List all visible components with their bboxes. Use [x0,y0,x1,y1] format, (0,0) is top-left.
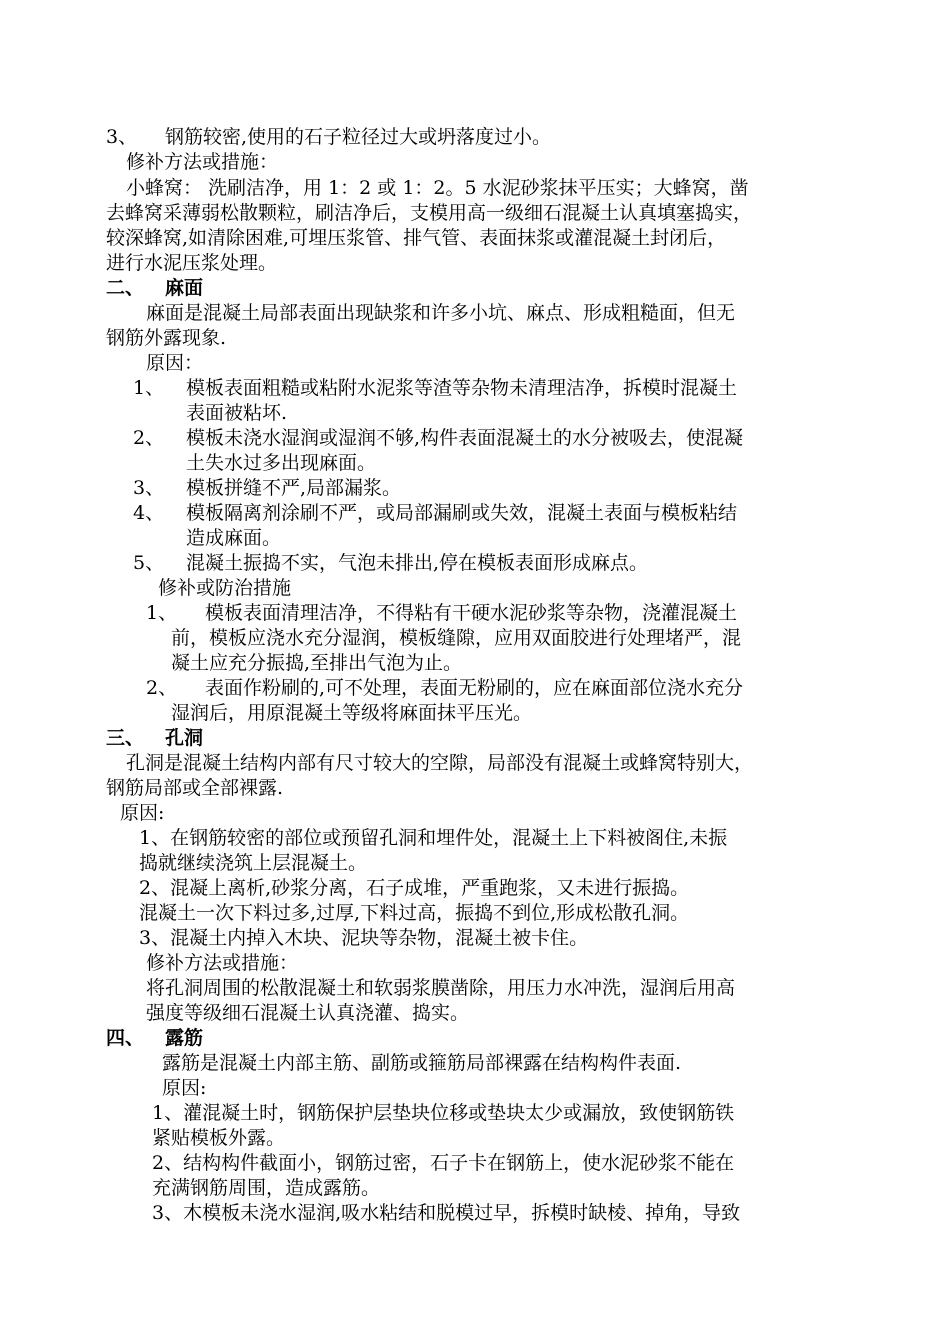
paragraph-line: 3、混凝土内掉入木块、泥块等杂物，混凝土被卡住。 [139,927,589,949]
list-item-text: 表面被粘坏. [186,402,288,424]
paragraph-line: 强度等级细石混凝土认真浇灌、捣实。 [146,1002,470,1024]
section-number: 三、 [106,727,145,749]
paragraph-line: 1、在钢筋较密的部位或预留孔洞和埋件处，混凝土上下料被阁住,未振 [139,827,728,849]
list-number: 2、 [146,677,178,699]
list-item-text: 钢筋较密,使用的石子粒径过大或坍落度过小。 [165,126,552,148]
list-number: 3、 [133,477,165,499]
list-item-text: 模板表面清理洁净，不得粘有干硬水泥砂浆等杂物，浇灌混凝土 [205,602,738,624]
paragraph-line: 露筋是混凝土内部主筋、副筋或箍筋局部裸露在结构构件表面. [162,1052,682,1074]
section-heading: 孔洞 [165,727,204,749]
paragraph-line: 捣就继续浇筑上层混凝土。 [139,852,368,874]
paragraph-line: 麻面是混凝土局部表面出现缺浆和许多小坑、麻点、形成粗糙面，但无 [146,302,736,324]
paragraph-line: 3、木模板未浇水湿润,吸水粘结和脱模过早，拆模时缺棱、掉角，导致 [152,1202,741,1224]
paragraph-line: 1、灌混凝土时，钢筋保护层垫块位移或垫块太少或漏放，致使钢筋铁 [152,1102,735,1124]
list-item-text: 模板拼缝不严,局部漏浆。 [186,477,402,499]
paragraph-line: 充满钢筋周围，造成露筋。 [152,1177,381,1199]
list-item-text: 前，模板应浇水充分湿润，模板缝隙，应用双面胶进行处理堵严，混 [171,627,742,649]
paragraph-line: 2、混凝上离析,砂浆分离，石子成堆，严重跑浆，又未进行振捣。 [139,877,690,899]
repair-label: 修补方法或措施： [126,151,279,173]
list-item-text: 造成麻面。 [186,527,282,549]
list-item-text: 凝土应充分振捣,至排出气泡为止。 [171,652,463,674]
cause-label: 原因： [146,352,204,374]
paragraph-line: 小蜂窝： 洗刷洁净，用 1：2 或 1：2。5 水泥砂浆抹平压实；大蜂窝，凿 [126,177,749,199]
paragraph-line: 将孔洞周围的松散混凝土和软弱浆膜凿除，用压力水冲洗，湿润后用高 [146,977,736,999]
list-number: 2、 [133,427,165,449]
paragraph-line: 孔洞是混凝土结构内部有尺寸较大的空隙，局部没有混凝土或蜂窝特别大， [126,752,754,774]
cause-label: 原因: [162,1077,207,1099]
list-number: 4、 [133,502,165,524]
list-item-text: 表面作粉刷的,可不处理，表面无粉刷的，应在麻面部位浇水充分 [205,677,744,699]
list-item-text: 混凝土振捣不实，气泡未排出,停在模板表面形成麻点。 [186,552,649,574]
cause-label: 原因: [120,802,165,824]
list-number: 5、 [133,552,165,574]
list-item-text: 湿润后，用原混凝土等级将麻面抹平压光。 [171,702,533,724]
paragraph-line: 混凝土一次下料过多,过厚,下料过高，振捣不到位,形成松散孔洞。 [139,902,690,924]
paragraph-line: 2、结构构件截面小，钢筋过密，石子卡在钢筋上，使水泥砂浆不能在 [152,1152,735,1174]
paragraph-line: 进行水泥压浆处理。 [106,252,278,274]
list-item-text: 模板表面粗糙或粘附水泥浆等渣等杂物未清理洁净，拆模时混凝土 [186,377,738,399]
paragraph-line: 紧贴模板外露。 [152,1127,286,1149]
section-number: 二、 [106,277,145,299]
paragraph-line: 钢筋外露现象. [106,327,227,349]
section-number: 四、 [106,1027,145,1049]
repair-label: 修补方法或措施： [146,952,299,974]
list-item-text: 土失水过多出现麻面。 [186,452,377,474]
paragraph-line: 去蜂窝采薄弱松散颗粒，刷洁净后，支模用高一级细石混凝土认真填塞捣实， [106,202,753,224]
list-item-text: 模板隔离剂涂刷不严，或局部漏刷或失效，混凝土表面与模板粘结 [186,502,738,524]
section-heading: 露筋 [165,1027,204,1049]
section-heading: 麻面 [165,277,204,299]
list-number: 1、 [146,602,178,624]
paragraph-line: 较深蜂窝,如清除困难,可埋压浆管、排气管、表面抹浆或灌混凝土封闭后， [106,227,727,249]
repair-label: 修补或防治措施 [158,577,292,599]
list-item-text: 模板未浇水湿润或湿润不够,构件表面混凝土的水分被吸去，使混凝 [186,427,744,449]
list-number: 1、 [133,377,165,399]
paragraph-line: 钢筋局部或全部裸露. [106,777,284,799]
list-number: 3、 [106,126,138,148]
